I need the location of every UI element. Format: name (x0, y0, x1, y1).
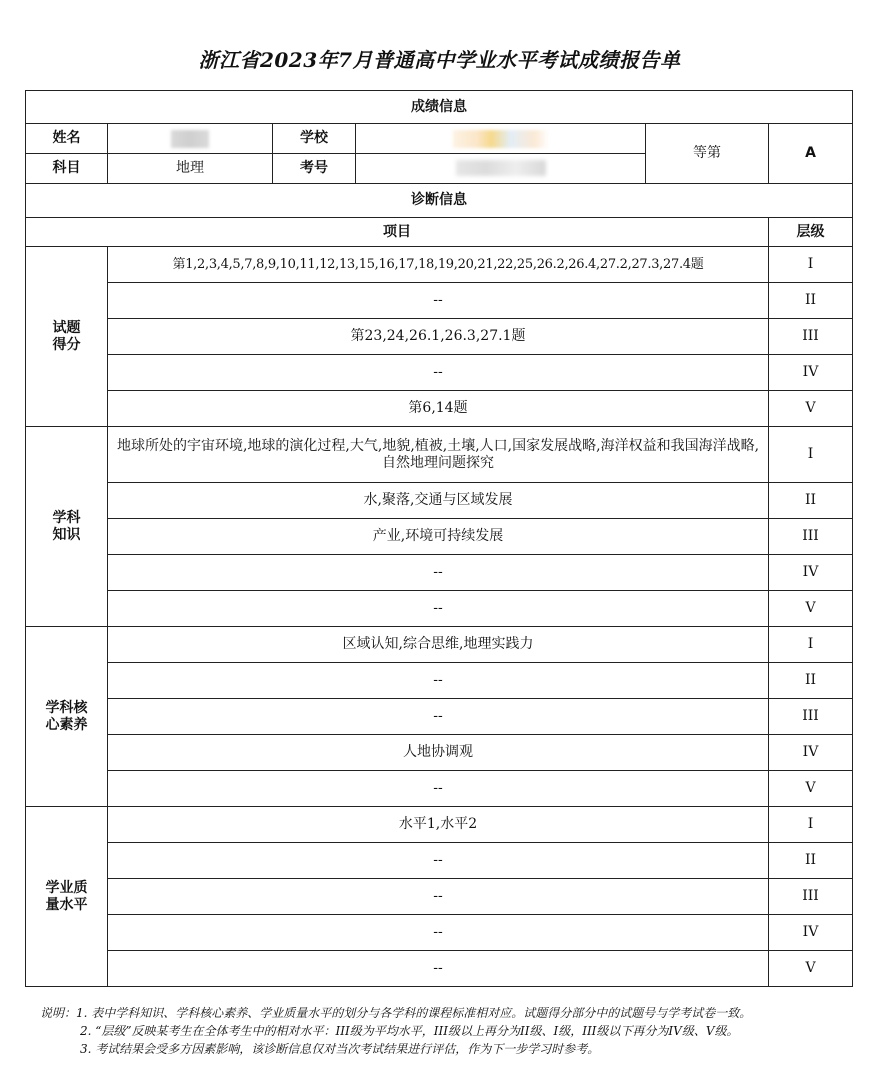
level-cell: V (769, 391, 853, 427)
report-table (25, 90, 853, 987)
name-label: 姓名 (26, 124, 108, 154)
level-cell: V (769, 951, 853, 987)
note-line-1: 说明：1. 表中学科知识、学科核心素养、学业质量水平的划分与各学科的课程标准相对应。试题得分部分中的试题号与学考试卷一致。 (40, 1006, 752, 1020)
category-subject-knowledge: 学科 知识 (26, 427, 108, 627)
diagnosis-item: -- (108, 951, 769, 987)
diagnosis-item: 水平1,水平2 (108, 807, 769, 843)
level-cell: V (769, 771, 853, 807)
diagnosis-item: 区域认知,综合思维,地理实践力 (108, 627, 769, 663)
level-cell: III (769, 879, 853, 915)
level-cell: I (769, 627, 853, 663)
category-core-competency: 学科核 心素养 (26, 627, 108, 807)
diagnosis-item: 第6,14题 (108, 391, 769, 427)
diagnosis-item: -- (108, 879, 769, 915)
grade-value: A (769, 124, 853, 184)
level-cell: V (769, 591, 853, 627)
level-header: 层级 (769, 218, 853, 247)
level-cell: IV (769, 735, 853, 771)
redacted-name (171, 130, 209, 148)
subject-value: 地理 (108, 154, 273, 184)
level-cell: III (769, 319, 853, 355)
diagnosis-heading: 诊断信息 (26, 184, 853, 218)
diagnosis-item: -- (108, 591, 769, 627)
school-label: 学校 (273, 124, 356, 154)
diagnosis-item: 第23,24,26.1,26.3,27.1题 (108, 319, 769, 355)
level-cell: III (769, 699, 853, 735)
level-cell: I (769, 427, 853, 483)
redacted-school (453, 130, 549, 148)
diagnosis-item: 水,聚落,交通与区域发展 (108, 483, 769, 519)
notes-prefix: 说明： (40, 1006, 77, 1020)
level-cell: I (769, 807, 853, 843)
diagnosis-item: 地球所处的宇宙环境,地球的演化过程,大气,地貌,植被,土壤,人口,国家发展战略,海洋权益和我国海洋战略,自然地理问题探究 (108, 427, 769, 483)
level-cell: II (769, 283, 853, 319)
diagnosis-item: 产业,环境可持续发展 (108, 519, 769, 555)
diagnosis-item: -- (108, 843, 769, 879)
report-title: 浙江省2023年7月普通高中学业水平考试成绩报告单 (198, 48, 681, 72)
diagnosis-item: -- (108, 555, 769, 591)
name-value (108, 124, 273, 154)
diagnosis-item: -- (108, 355, 769, 391)
notes (40, 1004, 860, 1058)
level-cell: IV (769, 555, 853, 591)
level-cell: II (769, 483, 853, 519)
level-cell: II (769, 843, 853, 879)
redacted-exam-no (456, 160, 546, 176)
note-line-2: 2. “层级”反映某考生在全体考生中的相对水平：III级为平均水平，III级以上再分为II级、I级，III级以下再分为IV级、V级。 (80, 1024, 739, 1038)
school-value (356, 124, 646, 154)
diagnosis-item: -- (108, 771, 769, 807)
level-cell: II (769, 663, 853, 699)
score-info-heading: 成绩信息 (26, 91, 853, 124)
category-question-score: 试题 得分 (26, 247, 108, 427)
diagnosis-item: -- (108, 663, 769, 699)
note-line-3: 3. 考试结果会受多方因素影响，该诊断信息仅对当次考试结果进行评估，作为下一步学习时参考。 (80, 1042, 600, 1056)
level-cell: I (769, 247, 853, 283)
exam-no-label: 考号 (273, 154, 356, 184)
grade-label: 等第 (646, 124, 769, 184)
category-quality-level: 学业质 量水平 (26, 807, 108, 987)
diagnosis-item: 人地协调观 (108, 735, 769, 771)
subject-label: 科目 (26, 154, 108, 184)
item-header: 项目 (26, 218, 769, 247)
level-cell: IV (769, 915, 853, 951)
level-cell: III (769, 519, 853, 555)
diagnosis-item: -- (108, 915, 769, 951)
diagnosis-item: -- (108, 699, 769, 735)
diagnosis-item: 第1,2,3,4,5,7,8,9,10,11,12,13,15,16,17,18,19,20,21,22,25,26.2,26.4,27.2,27.3,27.4题 (108, 247, 769, 283)
exam-no-value (356, 154, 646, 184)
diagnosis-item: -- (108, 283, 769, 319)
level-cell: IV (769, 355, 853, 391)
